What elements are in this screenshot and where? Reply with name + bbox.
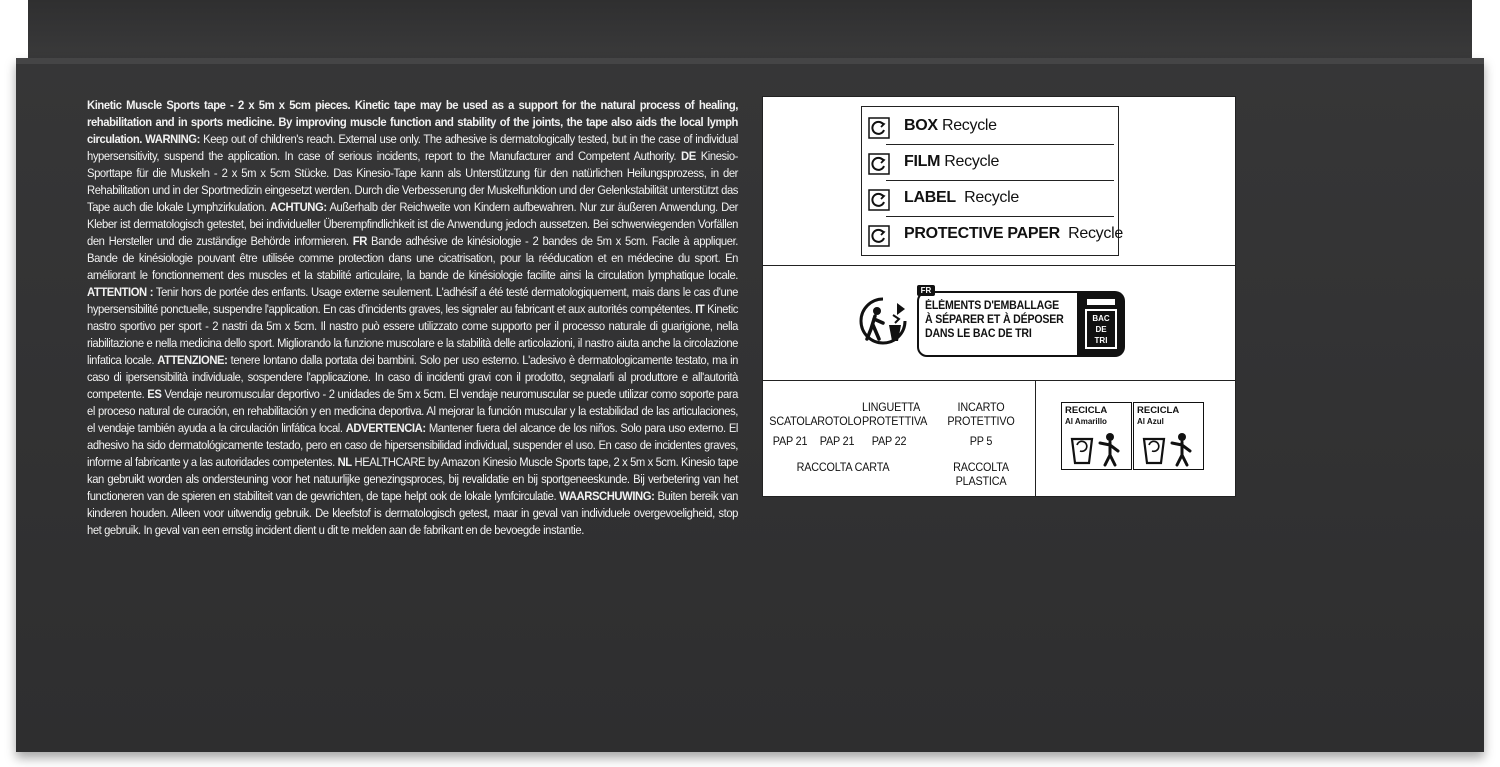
material-codes-section [763,380,1235,496]
spanish-recycle-symbols [1061,402,1211,472]
recycle-table-section [763,97,1235,266]
french-sorting-info: FR ÉLÉMENTS D'EMBALLAGE À SÉPARER ET À DÉPOSER DANS LE BAC DE TRI BAC DE TRI [917,285,1129,365]
recycle-table [861,106,1123,256]
raccolta-carta: RACCOLTA CARTA [796,460,890,474]
fr-tag: FR [917,285,935,296]
recycle-arrow-icon [868,189,890,211]
recicla-azul: RECICLA Al Azul [1133,402,1204,470]
material-rotolo: ROTOLO PAP 21 [817,414,862,448]
recicla-amarillo: RECICLA Al Amarillo [1061,402,1132,470]
recycle-row-film: FILM Recycle [862,145,1120,181]
recycle-arrow-icon [868,117,890,139]
recycle-row-protective-paper: PROTECTIVE PAPER Recycle [862,217,1120,253]
legal-title: Kinetic Muscle Sports tape - 2 x 5m x 5cm pieces. Kinetic tape may be used as a support for the natural process of healing, rehabilitation and in sports medicine. By improving muscle function and stability of the joints, the tape also aids the local lymph circulation. WARNING: [87,98,738,146]
material-incarto: INCARTO PROTETTIVO PP 5 [947,400,1015,448]
raccolta-plastica: RACCOLTA PLASTICA [953,460,1009,488]
legal-text-block: Kinetic Muscle Sports tape - 2 x 5m x 5cm pieces. Kinetic tape may be used as a support for the natural process of healing, rehabilitation and in sports medicine. By improving muscle function and stability of the joints, the tape also aids the local lymph circulation. WARNING: Keep out of children's reach. External use only. The adhesive is dermatologically tested, but in the case of individual hypersensitivity, suspend the application. In case of serious incidents, report to the Manufacturer and Competent Authority. DE Kinesio-Sporttape für die Muskeln - 2 x 5m x 5cm Stücke. Das Kinesio-Tape kann als Unterstützung für den natürlichen Heilungsprozess, in der Rehabilitation und in der Sportmedizin eingesetzt werden. Durch die Verbesserung der Muskelfunktion und der Gelenkstabilität unterstützt das Tape auch die lokale Lymphzirkulation. ACHTUNG: Außerhalb der Reichweite von Kindern aufbewahren. Nur zur äußeren Anwendung. Der Kleber ist dermatologisch getestet, bei individueller Überempfindlichkeit ist die Anwendung jedoch aussetzen. Bei schwerwiegenden Vorfällen den Hersteller und die zuständige Behörde informieren. FR Bande adhésive de kinésiologie - 2 bandes de 5m x 5cm. Facile à appliquer. Bande de kinésiologie pouvant être utilisée comme protection dans une cicatrisation, pour la rééducation et en médecine du sport. En améliorant le fonctionnement des muscles et la stabilité articulaire, la bande de kinésiologie facilite ainsi la circulation lymphatique locale. ATTENTION : Tenir hors de portée des enfants. Usage externe seulement. L'adhésif a été testé dermatologiquement, mais dans le cas d'une hypersensibilité ponctuelle, suspendre l'application. En cas d'incidents graves, les signaler au fabricant et aux autorités compétentes. IT Kinetic nastro sportivo per sport - 2 nastri da 5m x 5cm. Il nastro può essere utilizzato come supporto per il processo naturale di guarigione, nella riabilitazione e nella medicina dello sport. Migliorando la funzione muscolare e la stabilità delle articolazioni, il nastro aiuta anche la circolazione linfatica locale. ATTENZIONE: tenere lontano dalla portata dei bambini. Solo per uso esterno. L'adesivo è dermatologicamente testato, ma in caso di ipersensibilità individuale, sospendere l'applicazione. In caso di incidenti gravi con il prodotto, segnalarli al produttore e all'autorità competente. ES Vendaje neuromuscular deportivo - 2 unidades de 5m x 5cm. El vendaje neuromuscular se puede utilizar como soporte para el proceso natural de curación, en rehabilitación y en medicina deportiva. Al mejorar la función muscular y la estabilidad de las articulaciones, el vendaje también ayuda a la circulación linfática local. ADVERTENCIA: Mantener fuera del alcance de los niños. Solo para uso externo. El adhesivo ha sido dermatológicamente testado, pero en caso de hipersensibilidad individual, suspender el uso. En caso de incidentes graves, informe al fabricante y a las autoridades competentes. NL HEALTHCARE by Amazon Kinesio Muscle Sports tape, 2 x 5m x 5cm. Kinesio tape kan gebruikt worden als ondersteuning voor het natuurlijke genezingsproces, bij revalidatie en bij sportgeneeskunde. Bij verbetering van het functioneren van de spieren en stabiliteit van de gewrichten, de tape helpt ook de lokale lymfcirculatie. WAARSCHUWING: Buiten bereik van kinderen houden. Alleen voor uitwendig gebruik. De kleefstof is dermatologisch getest, maar in geval van individuele overgevoeligheid, stop het gebruik. In geval van een ernstig incident dient u dit te melden aan de fabrikant en de bevoegde instantie. [87,98,739,537]
recycle-arrow-icon [868,153,890,175]
triman-section [763,265,1235,381]
triman-logo-icon [853,295,913,347]
recycling-label [762,96,1236,497]
material-linguetta: LINGUETTA PROTETTIVA PAP 22 [862,400,928,448]
recycle-row-label: LABEL Recycle [862,181,1120,217]
box-top-face [28,0,1472,62]
bin-person-icon [1068,429,1126,467]
recycle-row-box: BOX Recycle [862,109,1120,145]
sorting-bin-icon: BAC DE TRI [1077,291,1125,357]
bin-person-icon [1140,429,1198,467]
italian-material-codes [763,380,1036,496]
recycle-arrow-icon [868,225,890,247]
material-scatola: SCATOLA PAP 21 [769,414,818,448]
